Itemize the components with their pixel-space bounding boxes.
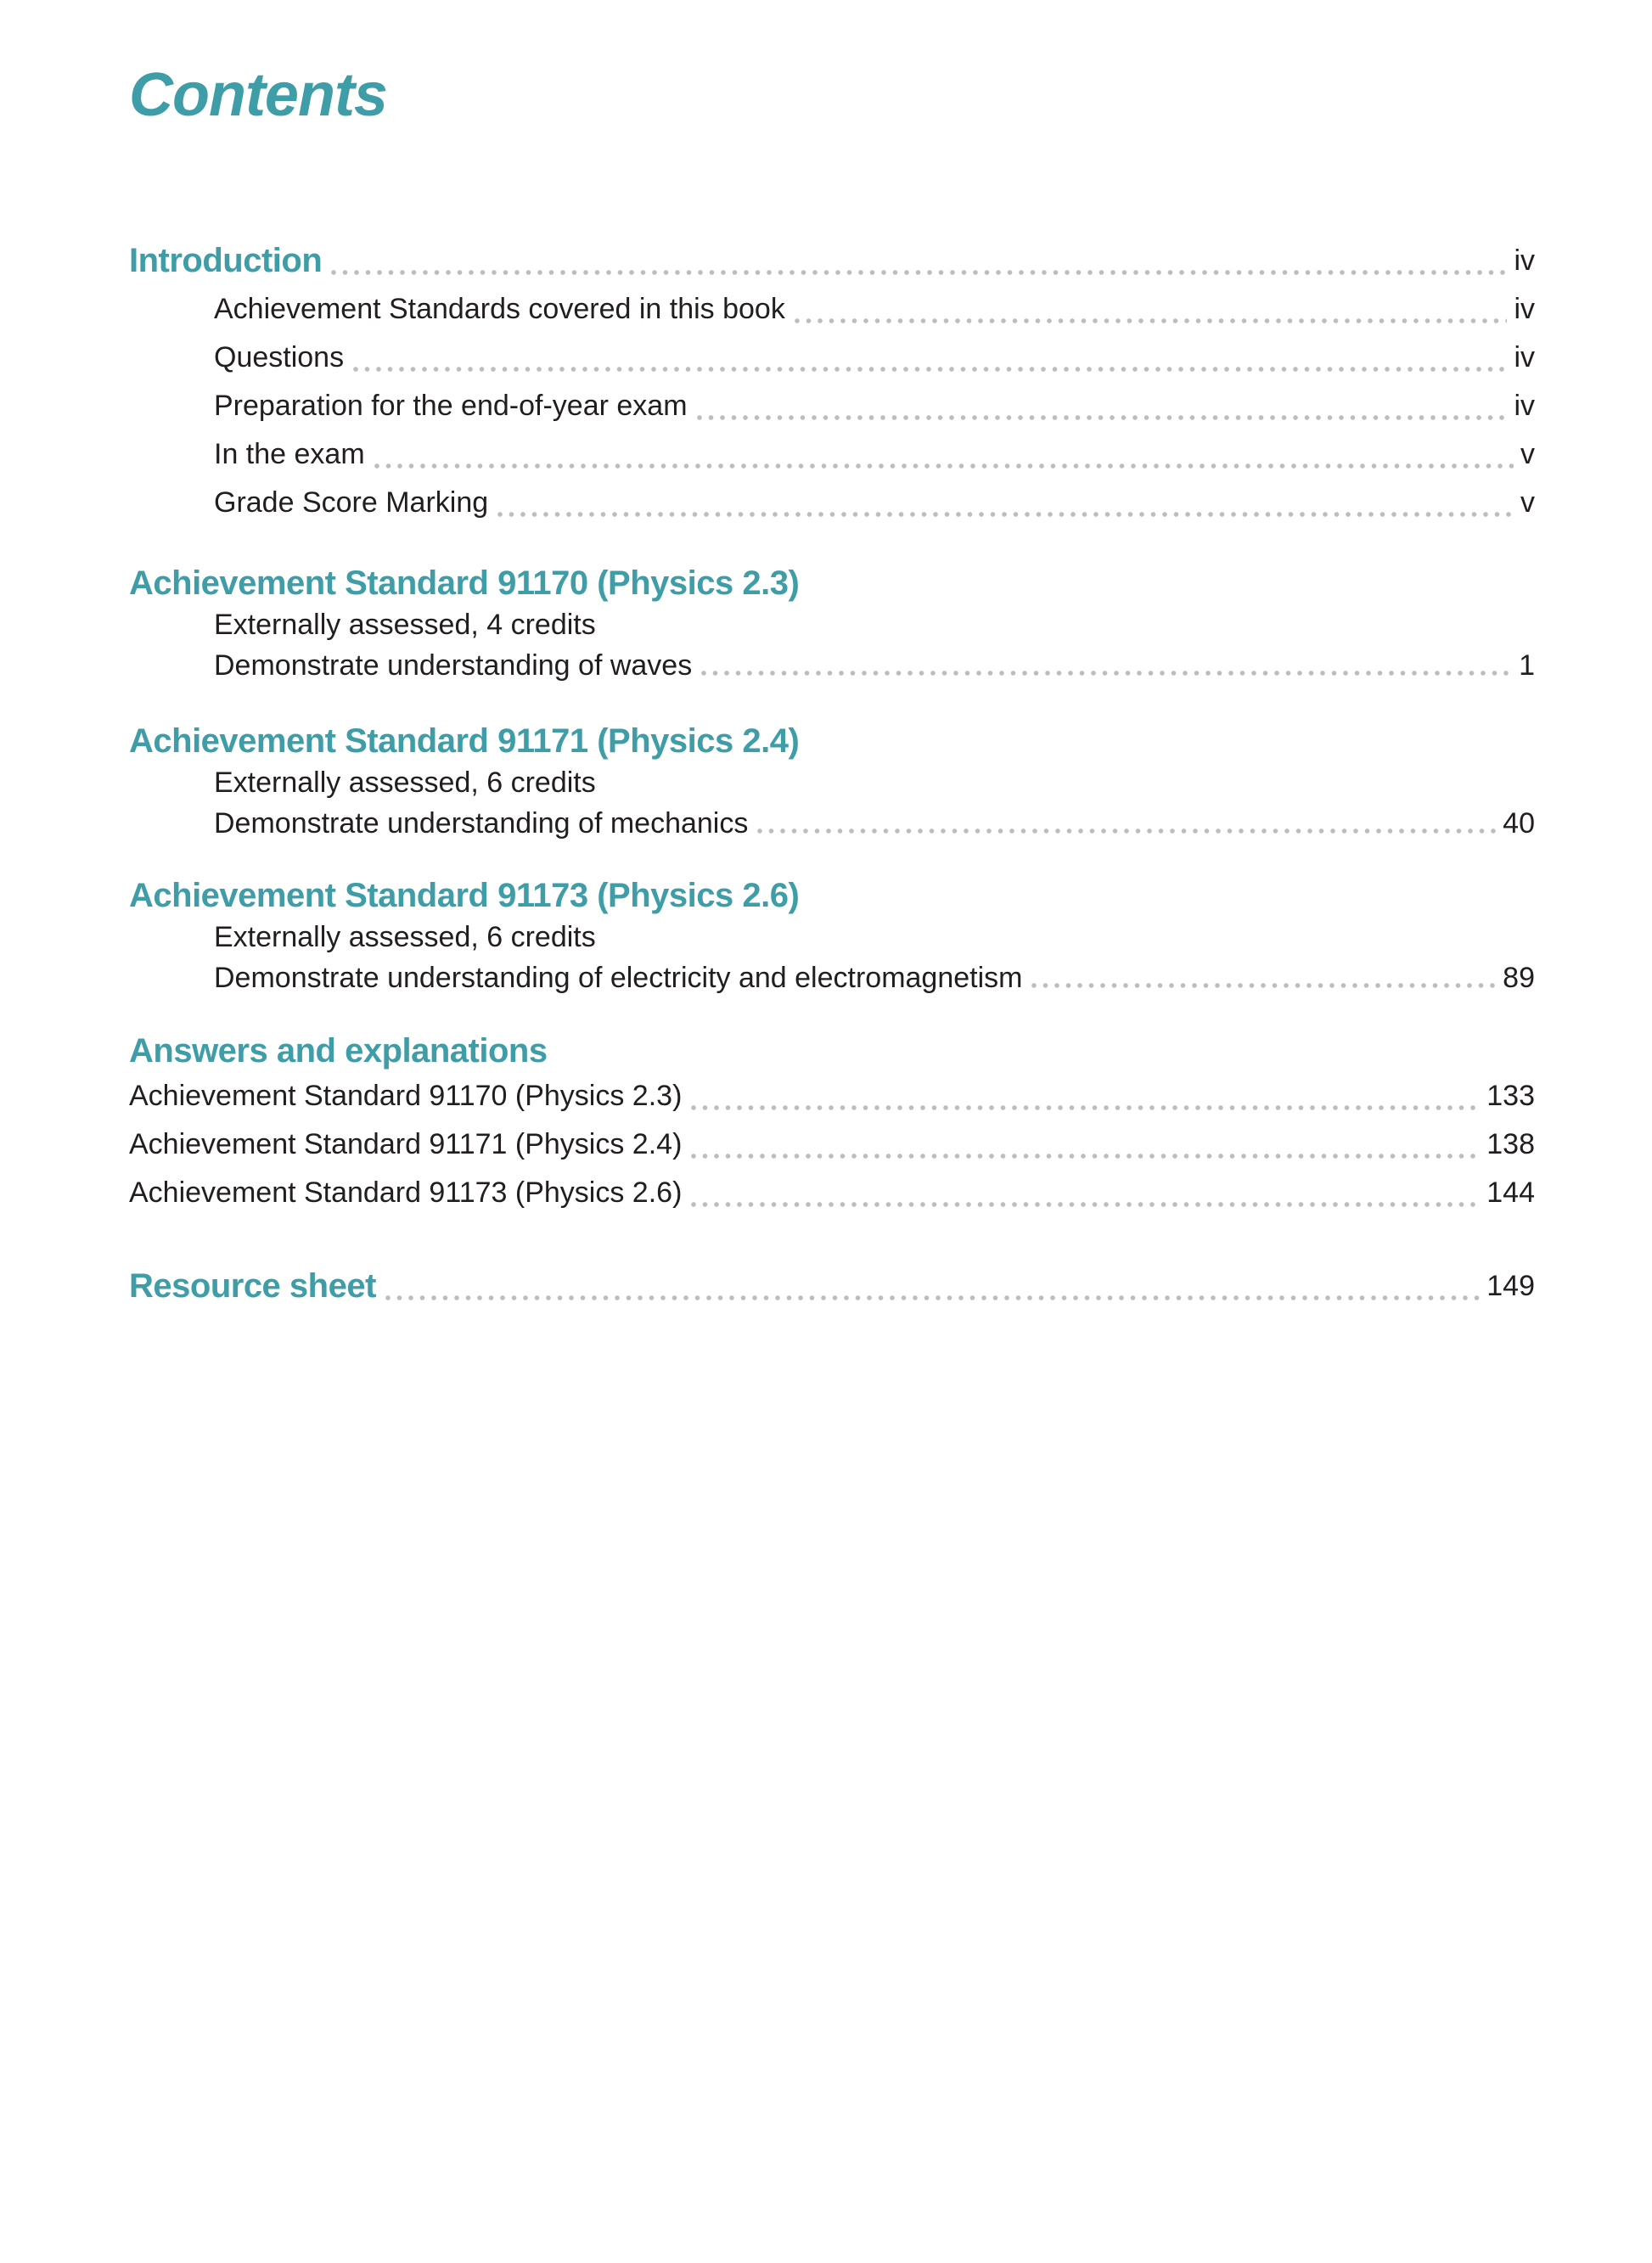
page-number: 89: [1503, 961, 1535, 994]
dotted-leader: [344, 334, 1514, 382]
dotted-leader: [1022, 957, 1503, 998]
page-number: 149: [1486, 1270, 1535, 1302]
toc-section-introduction: [129, 237, 1535, 285]
page-number: 133: [1486, 1080, 1535, 1112]
dotted-leader: [692, 645, 1519, 686]
toc-entry-answers-91170: [129, 1072, 1535, 1120]
toc-entry-label: Grade Score Marking: [214, 486, 489, 519]
toc-entry-preparation: [129, 382, 1535, 430]
toc-entry-mechanics: [129, 803, 1535, 844]
page-number: iv: [1514, 244, 1535, 277]
dotted-leader: [748, 803, 1503, 844]
toc-entry-achievement-standards-covered: [129, 285, 1535, 334]
toc-section-standard-91170: [129, 562, 1535, 604]
toc-section-answers: [129, 1030, 1535, 1072]
toc-entry-answers-91171: [129, 1120, 1535, 1169]
toc-entry-label: Demonstrate understanding of mechanics: [214, 806, 749, 840]
toc-entry-questions: [129, 334, 1535, 382]
page-number: v: [1520, 486, 1535, 519]
toc-entry-electricity: [129, 957, 1535, 998]
page-number: iv: [1514, 390, 1535, 422]
toc-entry-label: Demonstrate understanding of electricity and electromagnetism: [214, 961, 1023, 994]
toc-entry-label: In the exam: [214, 438, 365, 470]
toc-entry-label: Demonstrate understanding of waves: [214, 649, 693, 682]
toc-entry-label: Questions: [214, 341, 345, 373]
toc-entry-waves: [129, 645, 1535, 686]
toc-subline-label: Externally assessed, 6 credits: [214, 920, 596, 953]
dotted-leader: [682, 1169, 1486, 1217]
toc-subline-standard-91171: [129, 762, 1535, 803]
dotted-leader: [682, 1120, 1486, 1169]
dotted-leader: [688, 382, 1514, 430]
toc-entry-label: Achievement Standard 91171 (Physics 2.4): [129, 1128, 683, 1160]
dotted-leader: [785, 285, 1514, 334]
dotted-leader: [682, 1072, 1486, 1120]
page-number: 138: [1486, 1128, 1535, 1160]
dotted-leader: [365, 430, 1520, 479]
toc-entry-answers-91173: [129, 1169, 1535, 1217]
toc-subline-label: Externally assessed, 6 credits: [214, 766, 596, 799]
toc-section-resource-sheet: [129, 1262, 1535, 1311]
dotted-leader: [322, 237, 1514, 285]
section-heading-standard-91173: Achievement Standard 91173 (Physics 2.6): [129, 876, 800, 914]
toc-subline-standard-91173: [129, 917, 1535, 957]
toc-entry-label: Achievement Standard 91170 (Physics 2.3): [129, 1080, 683, 1112]
page-title: Contents: [129, 61, 387, 129]
toc-entry-label: Achievement Standard 91173 (Physics 2.6): [129, 1176, 683, 1209]
page-number: 1: [1519, 649, 1535, 682]
section-heading-answers: Answers and explanations: [129, 1031, 548, 1070]
section-heading-resource-sheet: Resource sheet: [129, 1267, 376, 1305]
page-number: iv: [1514, 341, 1535, 373]
toc-entry-label: Preparation for the end-of-year exam: [214, 390, 688, 422]
toc-entry-label: Achievement Standards covered in this book: [214, 293, 785, 325]
page-number: 40: [1503, 806, 1535, 840]
page-number: v: [1520, 438, 1535, 470]
section-heading-standard-91170: Achievement Standard 91170 (Physics 2.3): [129, 564, 800, 602]
toc-subline-label: Externally assessed, 4 credits: [214, 608, 596, 641]
dotted-leader: [488, 479, 1520, 527]
section-heading-introduction: Introduction: [129, 242, 323, 279]
page-number: iv: [1514, 293, 1535, 325]
section-heading-standard-91171: Achievement Standard 91171 (Physics 2.4): [129, 722, 800, 760]
dotted-leader: [376, 1262, 1486, 1311]
toc-subline-standard-91170: [129, 604, 1535, 645]
toc-entry-grade-score-marking: [129, 479, 1535, 527]
page-number: 144: [1486, 1176, 1535, 1209]
toc-entry-in-the-exam: [129, 430, 1535, 479]
toc-section-standard-91171: [129, 720, 1535, 762]
toc-section-standard-91173: [129, 874, 1535, 917]
